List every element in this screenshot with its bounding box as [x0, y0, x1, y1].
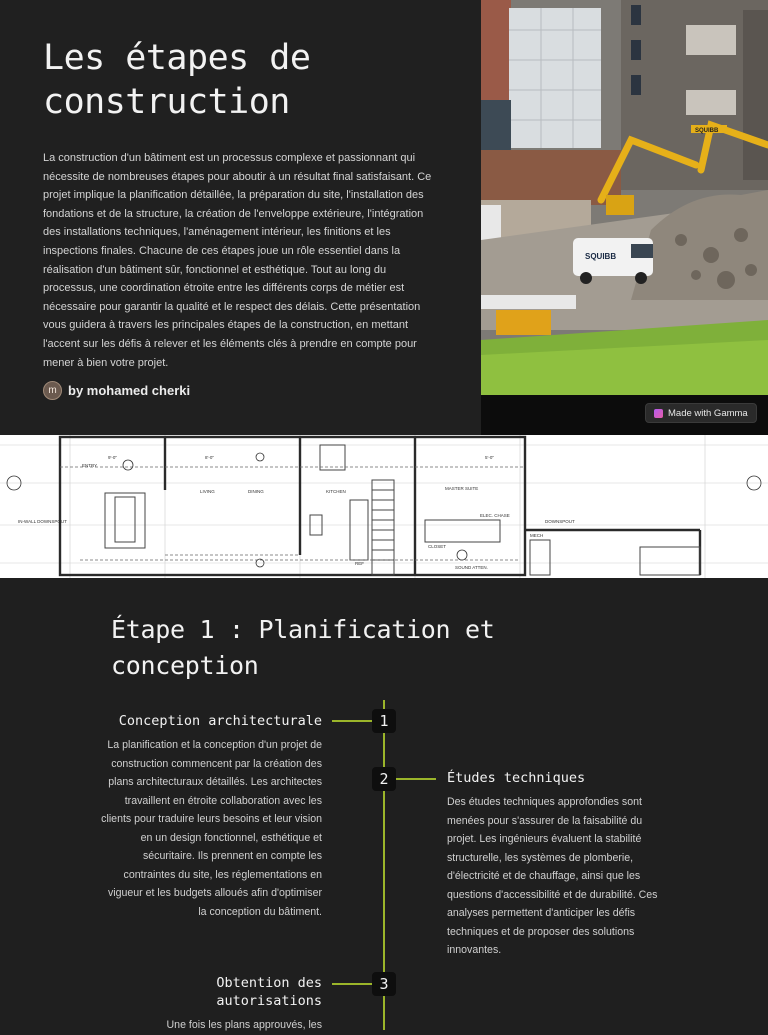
- made-with-gamma-badge[interactable]: [645, 403, 757, 423]
- step-3-title: Obtention des autorisations: [216, 975, 322, 1009]
- excavator-brand-text: SQUIBB: [695, 128, 719, 134]
- cover-title: Les étapes de construction: [43, 38, 311, 122]
- cover-intro-paragraph: La construction d'un bâtiment est un processus complexe et passionnant qui nécessite de nombreuses étapes pour aboutir à un résultat final satisfaisant. Ce projet implique la planification détaillée, la préparation du site, l'installation des fondations et de la structure, la création de l'enveloppe extérieure, l'intégration des installations techniques, l'aménagement intérieur, les finitions et les inspections finales. Chacune de ces étapes joue un rôle essentiel dans la réalisation d'un bâtiment sûr, fonctionnel et esthétique. Tout au long du processus, une coordination étroite entre les différents corps de métier est nécessaire pour garantir la qualité et le respect des délais. Cette présentation vous guidera à travers les principales étapes de la construction, en mettant l'accent sur les défis à relever et les éléments clés à prendre en compte pour mener à bien votre projet.: [43, 152, 432, 369]
- step-2-description: Des études techniques approfondies sont menées pour s'assurer de la faisabilité du projet. Les ingénieurs évaluent la stabilité structurelle, les systèmes de plomberie, d'électricité et de chauffage, ainsi que les questions d'accessibilité et de durabilité. Ces analyses permettent d'anticiper les défis techniques et de proposer des solutions innovantes.: [447, 796, 658, 956]
- bp-label-dining: DINING: [248, 489, 264, 494]
- gamma-logo-icon: [654, 409, 663, 418]
- cover-text-panel: [0, 0, 481, 435]
- bp-label-kitchen: KITCHEN: [326, 489, 346, 494]
- step-1-connector: [332, 720, 372, 722]
- bp-label-in-wall-downspout: IN-WALL DOWNSPOUT: [18, 519, 67, 524]
- bp-dimension-1: 8'-0": [205, 455, 214, 460]
- cover-slide: [0, 0, 768, 435]
- step-2-title: Études techniques: [447, 770, 586, 786]
- bp-dimension-3: 5'-0": [485, 455, 494, 460]
- author-name: by mohamed cherki: [68, 383, 191, 398]
- step-3-connector: [332, 983, 372, 985]
- construction-site-photo: [481, 0, 768, 395]
- bp-label-mech: MECH: [530, 533, 544, 538]
- bp-label-elec-chase: ELEC. CHASE: [480, 513, 510, 518]
- step-3-number: 3: [372, 972, 396, 996]
- badge-label: Made with Gamma: [668, 407, 748, 419]
- bp-label-master-suite: MASTER SUITE: [445, 486, 479, 491]
- bp-label-sound-atten: SOUND ATTEN.: [455, 565, 488, 570]
- planning-slide: [0, 578, 768, 1031]
- planning-slide-title: Étape 1 : Planification et conception: [111, 615, 495, 680]
- bp-dimension-2: 9'-0": [108, 455, 117, 460]
- step-3-description: Une fois les plans approuvés, les: [166, 1019, 322, 1031]
- bp-label-ref: REF: [355, 561, 364, 566]
- step-2-number: 2: [372, 767, 396, 791]
- bp-label-downspout: DOWNSPOUT: [545, 519, 575, 524]
- floor-plan-image: [0, 435, 768, 578]
- step-1-number: 1: [372, 709, 396, 733]
- van-brand-text: SQUIBB: [585, 252, 617, 261]
- bp-label-entry: ENTRY: [82, 463, 98, 468]
- author-byline[interactable]: [43, 381, 190, 400]
- bp-label-closet: CLOSET: [428, 544, 447, 549]
- step-2-connector: [396, 778, 436, 780]
- step-1-title: Conception architecturale: [118, 713, 322, 729]
- bp-label-living: LIVING: [200, 489, 215, 494]
- author-avatar: m: [43, 381, 62, 400]
- step-1-description: La planification et la conception d'un projet de construction commencent par la création des plans architecturaux détaillés. Les architectes travaillent en étroite collaboration avec les clients pour traduire leurs besoins et leur vision en un design fonctionnel, esthétique et sécuritaire. Ils prennent en compte les contraintes du site, les réglementations en vigueur et les budgets alloués afin d'optimiser la conception du bâtiment.: [101, 739, 322, 918]
